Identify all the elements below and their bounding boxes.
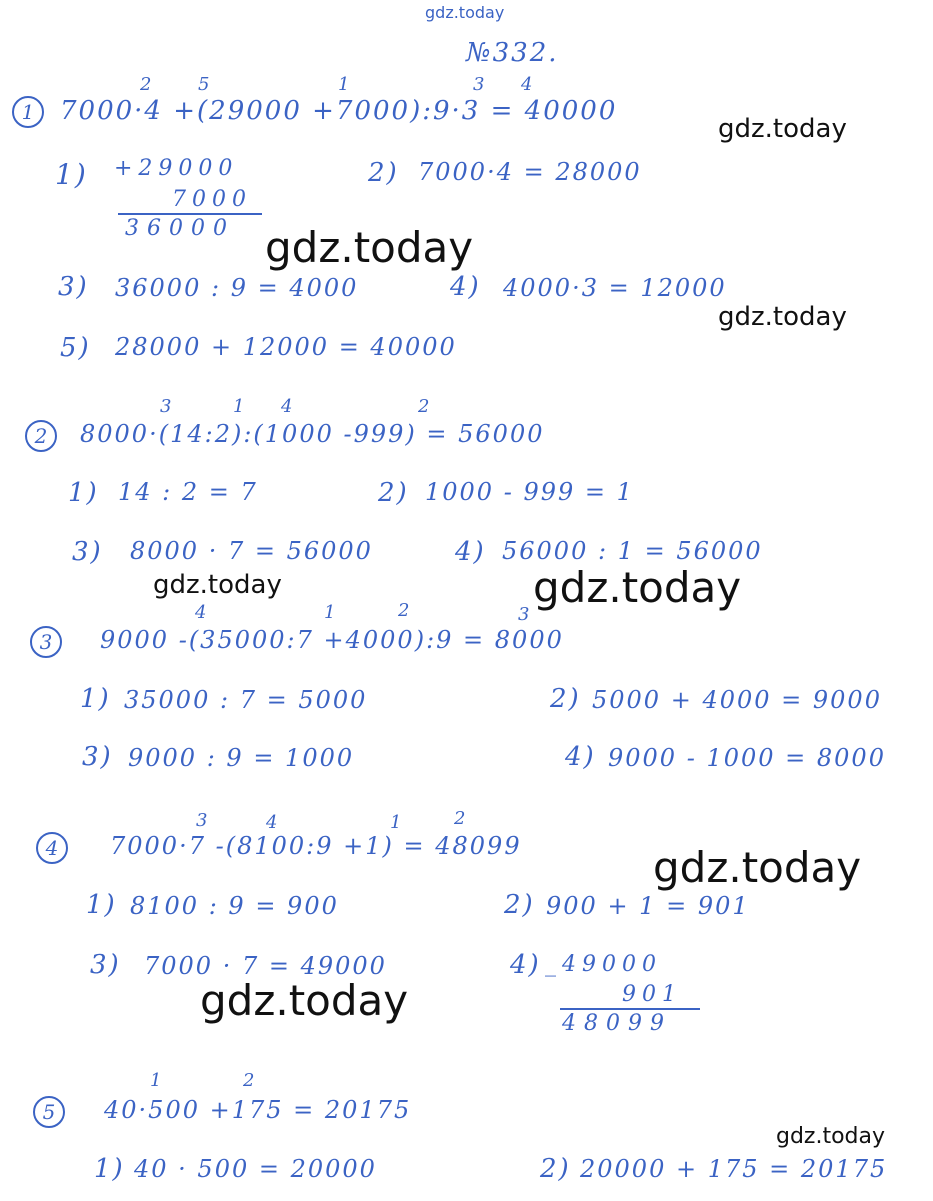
order-mark: 2 (140, 74, 152, 95)
order-mark: 4 (266, 812, 278, 833)
step-text: 9000 - 1000 = 8000 (608, 744, 886, 772)
step-label: 4) (455, 537, 486, 567)
step-label: 1) (94, 1154, 125, 1184)
order-mark: 5 (198, 74, 210, 95)
step-text: 1000 - 999 = 1 (425, 478, 634, 506)
column-result: 48099 (562, 1011, 672, 1036)
order-mark: 4 (195, 602, 207, 623)
watermark: gdz.today (718, 302, 847, 332)
step-label: 4) (565, 742, 596, 772)
order-mark: 2 (398, 600, 410, 621)
step-label: 1) (55, 158, 88, 191)
problem-5-marker: 5 (33, 1096, 65, 1128)
problem-2-marker: 2 (25, 420, 57, 452)
step-text: 5000 + 4000 = 9000 (592, 686, 882, 714)
step-label: 2) (378, 478, 409, 508)
order-mark: 2 (418, 396, 430, 417)
problem-3-marker: 3 (30, 626, 62, 658)
step-text: 28000 + 12000 = 40000 (115, 333, 457, 361)
problem-1-expression: 7000·4 +(29000 +7000):9·3 = 40000 (60, 96, 618, 126)
step-label: 2) (540, 1154, 571, 1184)
step-text: 8100 : 9 = 900 (130, 892, 339, 920)
step-label: 3) (72, 537, 103, 567)
step-text: 14 : 2 = 7 (118, 478, 258, 506)
order-mark: 2 (454, 808, 466, 829)
step-label: 4) (450, 272, 481, 302)
order-mark: 3 (196, 810, 208, 831)
order-mark: 4 (521, 74, 533, 95)
order-mark: 3 (160, 396, 172, 417)
watermark: gdz.today (776, 1124, 886, 1149)
order-mark: 3 (518, 604, 530, 625)
step-text: 36000 : 9 = 4000 (115, 274, 359, 302)
step-label: 3) (90, 950, 121, 980)
step-label: 2) (504, 890, 535, 920)
step-text: 4000·3 = 12000 (503, 274, 727, 302)
step-label: 2) (550, 684, 581, 714)
step-label: 1) (86, 890, 117, 920)
step-text: 900 + 1 = 901 (546, 892, 750, 920)
problem-2-expression: 8000·(14:2):(1000 -999) = 56000 (80, 420, 545, 448)
order-mark: 4 (281, 396, 293, 417)
order-mark: 1 (390, 812, 402, 833)
column-operand: 901 (622, 982, 682, 1007)
step-text: 20000 + 175 = 20175 (580, 1155, 888, 1183)
column-rule (118, 213, 262, 215)
step-text: 9000 : 9 = 1000 (128, 744, 355, 772)
column-top: +29000 (114, 156, 239, 181)
problem-1-marker: 1 (12, 96, 44, 128)
watermark: gdz.today (653, 843, 862, 892)
watermark: gdz.today (200, 976, 409, 1025)
problem-4-expression: 7000·7 -(8100:9 +1) = 48099 (110, 832, 522, 860)
order-mark: 2 (243, 1070, 255, 1091)
step-text: 7000 · 7 = 49000 (144, 952, 387, 980)
order-mark: 1 (233, 396, 245, 417)
problem-3-expression: 9000 -(35000:7 +4000):9 = 8000 (100, 626, 564, 654)
problem-4-marker: 4 (36, 832, 68, 864)
watermark: gdz.today (153, 570, 282, 600)
problem-number-title: №332. (466, 38, 559, 68)
step-label: 3) (58, 272, 89, 302)
order-mark: 1 (150, 1070, 162, 1091)
step-label: 4) (510, 950, 541, 980)
order-mark: 1 (324, 602, 336, 623)
step-label: 3) (82, 742, 113, 772)
step-text: 56000 : 1 = 56000 (502, 537, 763, 565)
order-mark: 3 (473, 74, 485, 95)
step-text: 35000 : 7 = 5000 (124, 686, 368, 714)
step-text: 8000 · 7 = 56000 (130, 537, 373, 565)
column-result: 36000 (125, 216, 235, 241)
watermark-top: gdz.today (425, 3, 505, 22)
column-rule (560, 1008, 700, 1010)
watermark: gdz.today (265, 223, 474, 272)
watermark: gdz.today (718, 114, 847, 144)
problem-5-expression: 40·500 +175 = 20175 (104, 1096, 412, 1124)
column-top: _49000 (545, 952, 662, 977)
order-mark: 1 (338, 74, 350, 95)
step-label: 2) (368, 158, 399, 188)
column-operand: 7000 (172, 187, 252, 212)
step-label: 5) (60, 333, 91, 363)
step-label: 1) (68, 478, 99, 508)
step-text: 7000·4 = 28000 (418, 158, 642, 186)
step-label: 1) (80, 684, 111, 714)
watermark: gdz.today (533, 563, 742, 612)
step-text: 40 · 500 = 20000 (134, 1155, 377, 1183)
